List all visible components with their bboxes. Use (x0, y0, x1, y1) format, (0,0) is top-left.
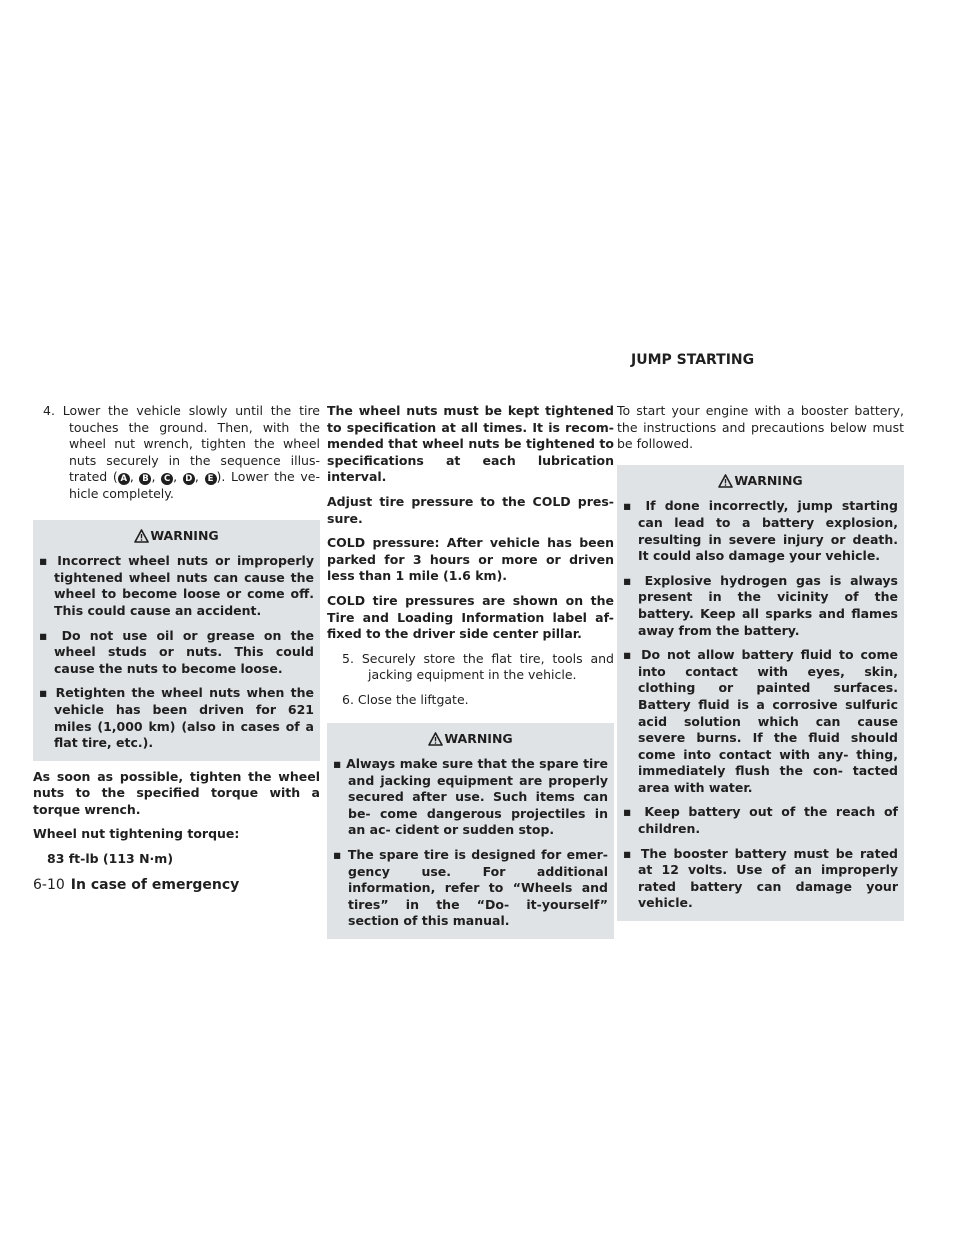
warning-heading: WARNING (623, 473, 898, 490)
warning-heading: WARNING (39, 528, 314, 545)
circle-e: E (205, 473, 217, 485)
torque-label: Wheel nut tightening torque: (33, 826, 240, 842)
warning-item: ▪ Retighten the wheel nuts when the vehicle has been driven for 621 miles (1,000 km) (also in cases of a flat tire, etc.). (39, 685, 314, 751)
warning-icon (428, 732, 443, 746)
warning-box-1 (33, 520, 320, 761)
circle-a: A (118, 473, 130, 485)
column-3 (617, 403, 904, 921)
paragraph: As soon as possible, tighten the wheel nuts to the specified torque with a torque wrench. (33, 768, 320, 817)
paragraph: COLD pressure: After vehicle has been parked for 3 hours or more or driven less than 1 mile (1.6 km). (327, 535, 614, 584)
warning-heading: WARNING (333, 731, 608, 748)
warning-item: ▪ Incorrect wheel nuts or improperly tightened wheel nuts can cause the wheel to become loose or come off. This could cause an accident. (39, 553, 314, 618)
warning-item: ▪ The booster battery must be rated at 12 volts. Use of an improperly rated battery can damage your vehicle. (623, 845, 898, 911)
warning-item: ▪ Do not allow battery fluid to come into contact with eyes, skin, clothing or painted surfaces. Battery fluid is a corrosive sulfuric acid solution which can cause severe burns. If the fluid should come into contact with any- thing, immediately flush the con- tacted area with water. (623, 647, 898, 795)
step-5: 5. Securely store the flat tire, tools and jacking equipment in the vehicle. (342, 650, 614, 683)
warning-item: ▪ Do not use oil or grease on the wheel studs or nuts. This could cause the nuts to become loose. (39, 627, 314, 676)
warning-icon (134, 529, 149, 543)
warning-box-2 (327, 723, 614, 940)
warning-item: ▪ Always make sure that the spare tire and jacking equipment are properly secured after use. Such items can be- come dangerous projectiles in an ac- cident or sudden stop. (333, 756, 608, 838)
paragraph: COLD tire pressures are shown on the Tire and Loading Information label af- fixed to the driver side center pillar. (327, 592, 614, 642)
section-title: JUMP STARTING (631, 352, 755, 368)
warning-item: ▪ If done incorrectly, jump starting can lead to a battery explosion, resulting in severe injury or death. It could also damage your vehicle. (623, 498, 898, 564)
warning-item: ▪ Explosive hydrogen gas is always present in the vicinity of the battery. Keep all sparks and flames away from the battery. (623, 572, 898, 638)
warning-box-3 (617, 465, 904, 921)
circle-b: B (139, 473, 151, 485)
circle-c: C (161, 473, 173, 485)
warning-icon (718, 474, 733, 488)
paragraph: The wheel nuts must be kept tightened to specification at all times. It is recom- mended that wheel nuts be tightened to specifications at each lubrication interval. (327, 403, 614, 485)
page-number: 6-10 (33, 877, 65, 893)
step-4: 4. Lower the vehicle slowly until the tire touches the ground. Then, with the wheel nut wrench, tighten the wheel nuts securely in the sequence illus- trated ( A , B , C , D , E ). Lower the ve- hicle completely. (43, 403, 320, 501)
column-1 (33, 403, 320, 868)
circle-d: D (183, 473, 195, 485)
intro-paragraph: To start your engine with a booster battery, the instructions and precautions below must be followed. (617, 403, 904, 452)
page-footer (33, 877, 239, 893)
paragraph: Adjust tire pressure to the COLD pres- sure. (327, 493, 614, 526)
step-6: 6. Close the liftgate. (342, 691, 469, 707)
warning-item: ▪ Keep battery out of the reach of children. (623, 804, 898, 837)
torque-value: 83 ft-lb (113 N·m) (47, 851, 174, 867)
warning-item: ▪ The spare tire is designed for emer- gency use. For additional information, refer to “Wheels and tires” in the “Do- it-yourself” section of this manual. (333, 847, 608, 929)
column-2 (327, 403, 614, 939)
chapter-title: In case of emergency (70, 877, 240, 893)
